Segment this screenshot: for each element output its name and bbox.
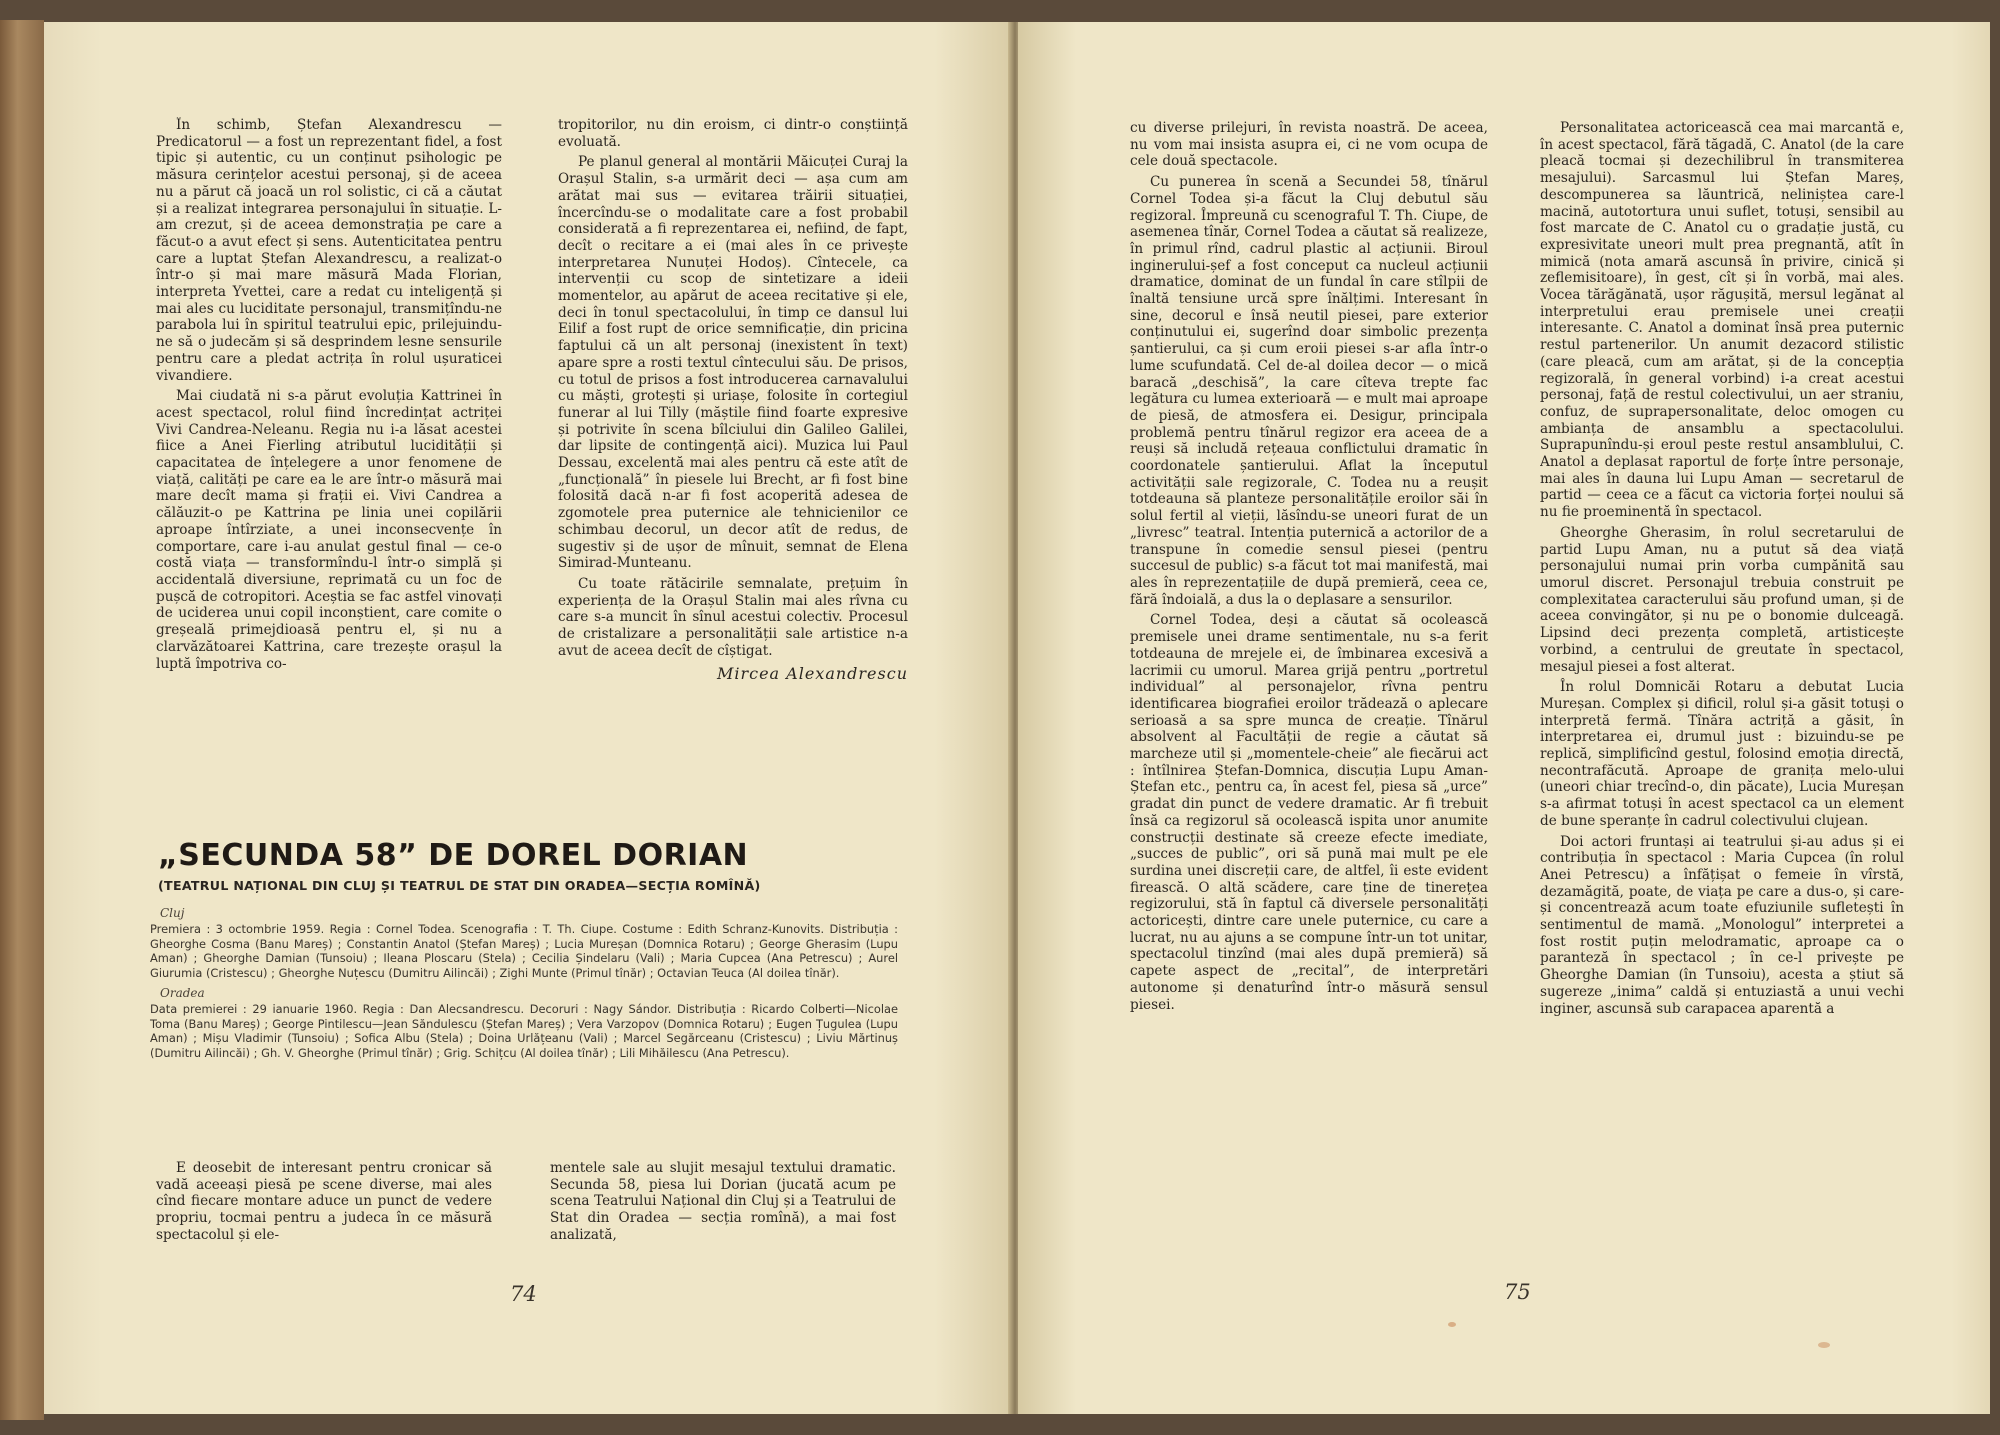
page-number: 74 [510,1282,537,1306]
paragraph: Mai ciudată ni s-a părut evoluția Kattrinei în acest spectacol, rolul fiind încredințat actriței Vivi Candrea-Neleanu. Regia nu i-a lăsat acestei fiice a Anei Fierling atributul lucidității și capacitatea de înțelegere a unor fenomene de viață, calități pe care ea le are într-o măsură mai mare decît mama și frații ei. Vivi Candrea a călăuzit-o pe Kattrina pe linia unei copilării aproape întîrziate, a unei inconsecvențe în comportare, care i-au anulat gestul final — ce-o costă viața — transformîndu-l într-o simplă și accidentală diversiune, reprimată cu un foc de pușcă de cotropitori. Aceștia se fac astfel vinovați de uciderea unui copil inconștient, care comite o greșeală primejdioasă pentru el, și nu a clarvăzătoarei Kattrina, care trezește orașul la luptă împotriva co- [156,388,502,672]
paragraph: mentele sale au slujit mesajul textului dramatic. Secunda 58, piesa lui Dorian (jucată acum pe scena Teatrului Național din Cluj și a Teatrului de Stat din Oradea — secția romînă), a mai fost analizată, [550,1160,896,1243]
paragraph: Cornel Todea, deși a căutat să ocolească premisele unei drame sentimentale, nu s-a ferit totdeauna de mrejele ei, de îmbinarea excesivă a lacrimii cu umorul. Marea grijă pentru „portretul individual” al personajelor, rîvna pentru identificarea biografiei eroilor trădează o aplecare serioasă a sa spre munca de creație. Tînărul absolvent al Facultății de regie a căutat să marcheze util și „momentele-cheie” ale fiecărui act : întîlnirea Ștefan-Domnica, discuția Lupu Aman-Ștefan etc., pentru ca, în acest fel, piesa să „urce” gradat din punct de vedere dramatic. Ar fi trebuit însă ca regizorul să ocolească ispita unor anumite construcții destinate să creeze efecte imediate, „succes de public”, ori să pună mai mult pe ele surdina unei discreții care, de altfel, îi este evident firească. O altă scădere, care ține de tinerețea regizorului, stă în faptul că diversele personalități actoricești, dintre care unele puternice, cu care a lucrat, nu au ajuns a se compune într-un tot unitar, spectacolul tinzînd (mai ales după premieră) să capete aspect de „recital”, de interpretări autonome și denaturînd într-o măsură sensul piesei. [1130,612,1488,1013]
city-label: Oradea [160,986,205,1001]
paper-stain [1818,1342,1830,1348]
right-page [1018,22,1990,1414]
paragraph: În rolul Domnicăi Rotaru a debutat Lucia Mureșan. Complex și dificil, rolul și-a găsit totuși o interpretă fermă. Tînăra actriță a găsit, în interpretarea ei, drumul just : bizuindu-se pe replică, simplificînd gestul, folosind emoția directă, necontrafăcută. Aproape de granița melo-ului (uneori chiar trecînd-o, din păcate), Lucia Mureșan s-a afirmat totuși în acest spectacol ca un element de bune speranțe în cadrul colectivului clujean. [1540,679,1904,829]
page-number: 75 [1504,1280,1531,1304]
paragraph: cu diverse prilejuri, în revista noastră. De aceea, nu vom mai insista asupra ei, ci ne vom ocupa de cele două spectacole. [1130,120,1488,170]
left-bottom-column-2 [550,1160,896,1250]
author-signature: Mircea Alexandrescu [716,663,908,683]
left-bottom-column-1 [156,1160,492,1250]
right-column-2 [1540,120,1904,1270]
paragraph: E deosebit de interesant pentru cronicar să vadă aceeași piesă pe scene diverse, mai ales cînd fiecare montare aduce un punct de vedere propriu, tocmai pentru a judeca în ce măsură spectacolul și ele- [156,1160,492,1243]
paragraph: Doi actori fruntași ai teatrului și-au adus și ei contribuția în spectacol : Maria Cupcea (în rolul Anei Petrescu) a înfățișat o femeie în vîrstă, dezamăgită, poate, de viața pe care a dus-o, și care-și concentrează acum toate efuziunile sufletești în sentimentul de mamă. „Monologul” interpretei a fost rostit puțin melodramatic, aproape ca o paranteză în spectacol ; în ce-l privește pe Gheorghe Damian (în Tunsoiu), acesta a știut să sugereze „inima” caldă și entuziastă a unui vechi inginer, ascunsă sub carapacea aparentă a [1540,833,1904,1017]
paragraph: tropitorilor, nu din eroism, ci dintr-o conștiință evoluată. [558,117,908,150]
right-column-1 [1130,120,1488,1270]
left-column-2 [558,117,908,817]
left-column-1 [156,117,502,817]
paragraph: Personalitatea actoricească cea mai marcantă e, în acest spectacol, fără tăgadă, C. Anatol (de la care pleacă tocmai și dezechilibrul în transmiterea mesajului). Sarcasmul lui Ștefan Mareș, descompunerea sa lăuntrică, neliniștea care-l macină, autotortura unui suflet, totuși, sensibil au fost marcate de C. Anatol cu o gradație justă, cu expresivitate uneori mult prea pregnantă, atît în mimică (nota amară ascunsă în privire, cinică și zeflemisitoare), în gest, cît și în vorbă, mai ales. Vocea tărăgănată, ușor răgușită, mersul legănat al interpretului erau premisele unei creații interesante. C. Anatol a dominat însă prea puternic restul partenerilor. Un anumit dezacord stilistic (care pleacă, cum am arătat, și de la concepția regizorală, în general vorbind) i-a creat acestui personaj, față de restul colectivului, un aer straniu, confuz, de suprapersonalitate, deloc omogen cu ambianța de ansamblu a spectacolului. Suprapunîndu-și eroul peste restul ansamblului, C. Anatol a deplasat raportul de forțe între personaje, mai ales în dauna lui Lupu Aman — secretarul de partid — ceea ce a făcut ca victoria forței noului să nu fie proeminentă în spectacol. [1540,120,1904,521]
paragraph: În schimb, Ștefan Alexandrescu — Predicatorul — a fost un reprezentant fidel, a fost tipic și autentic, cu un conținut psihologic pe măsura cerințelor acestui personaj, și de aceea nu a părut că joacă un rol solistic, ci că a căutat și a realizat integrarea personajului în situație. L-am crezut, și de aceea demonstrația pe care a făcut-o a avut efect și sens. Autenticitatea pentru care a luptat Ștefan Alexandrescu, a realizat-o într-o și mai mare măsură Mada Florian, interpreta Yvettei, care a redat cu inteligență și mai ales cu luciditate personajul, transmițîndu-ne parabola lui în spiritul teatrului epic, prilejuindu-ne să o judecăm și să desprindem lesne sensurile pentru care a pledat actrița în rolul ușuraticei vivandiere. [156,117,502,384]
paragraph: Cu toate rătăcirile semnalate, prețuim în experiența de la Orașul Stalin mai ales rîvna cu care s-a muncit în sînul acestui colectiv. Procesul de cristalizare a personalității sale artistice n-a avut de aceea decît de cîștigat. [558,575,908,659]
paper-stain [1448,1322,1456,1327]
book-binding [0,20,44,1420]
paragraph: Cu punerea în scenă a Secundei 58, tînărul Cornel Todea și-a făcut la Cluj debutul său regizoral. Împreună cu scenograful T. Th. Ciupe, de asemenea tînăr, Cornel Todea a căutat să realizeze, în primul rînd, cadrul plastic al acțiunii. Biroul inginerului-șef a fost conceput ca nucleul acțiunii dramatice, dominat de un fundal în care stîlpii de înaltă tensiune urcă spre înălțimi. Interesant în sine, decorul e însă neutil piesei, pare exterior conținutului ei, sugerînd doar simbolic prezența șantierului, ca și cum eroii piesei s-ar afla într-o lume scufundată. Cel de-al doilea decor — o mică baracă „deschisă”, la care cîteva trepte fac legătura cu lumea exterioară — e mult mai aproape de piesă, de atmosfera ei. Desigur, principala problemă pentru tînărul regizor era aceea de a reuși să includă rețeaua conflictului dramatic în coordonatele șantierului. Aflat la începutul activității sale regizorale, C. Todea nu a reușit totdeauna să planteze personalitățile eroilor săi în solul fertil al vieții, lăsîndu-se uneori furat de un „livresc” teatral. Intenția puternică a actorilor de a transpune în comedie sensul piesei (pentru succesul de public) s-a făcut tot mai manifestă, mai ales în reprezentațiile de după premieră, ceea ce, fără îndoială, a dus la o deplasare a sensurilor. [1130,174,1488,608]
paragraph: Pe planul general al montării Măicuței Curaj la Orașul Stalin, s-a urmărit deci — așa cum am arătat mai sus — evitarea trăirii situației, încercîndu-se o modalitate care a fost probabil considerată a fi reprezentarea ei, nefiind, de fapt, decît o recitare a ei (mai ales în ce privește interpretarea Nunuței Hodoș). Cîntecele, ca intervenții cu scop de sintetizare a ideii momentelor, au apărut de aceea recitative și ele, deci în tonul spectacolului, în timp ce dansul lui Eilif a fost rupt de orice semnificație, din pricina faptului că un alt personaj (inexistent în text) apare spre a rosti textul cîntecului său. De prisos, cu totul de prisos a fost introducerea carnavalului cu măști, grotești și uriașe, folosite în cortegiul funerar al lui Tilly (măștile fiind foarte expresive și potrivite în scena bîlciului din Galileo Galilei, dar lipsite de contingență aici). Muzica lui Paul Dessau, excelentă mai ales pentru că este atît de „funcțională” în piesele lui Brecht, ar fi fost bine folosită dacă n-ar fi fost acoperită adesea de zgomotele prea puternice ale tehnicienilor ce schimbau decorul, un decor atît de redus, de sugestiv și de ușor de mînuit, semnat de Elena Simirad-Munteanu. [558,154,908,572]
credits-text: Premiera : 3 octombrie 1959. Regia : Cornel Todea. Scenografia : T. Th. Ciupe. Costume : Edith Schranz-Kunovits. Distribuția : Gheorghe Cosma (Banu Mareș) ; Constantin Anatol (Ștefan Mareș) ; Lucia Mureșan (Domnica Rotaru) ; George Gherasim (Lupu Aman) ; Gheorghe Damian (Tunsoiu) ; Ileana Ploscaru (Stela) ; Cecilia Șindelaru (Vali) ; Maria Cupcea (Ana Petrescu) ; Aurel Giurumia (Cristescu) ; Gheorghe Nuțescu (Dumitru Ailincăi) ; Zighi Munte (Primul tînăr) ; Octavian Teuca (Al doilea tînăr). [150,922,898,980]
city-label: Cluj [160,906,185,920]
article-title: „SECUNDA 58” DE DOREL DORIAN [158,838,749,873]
paragraph: Gheorghe Gherasim, în rolul secretarului de partid Lupu Aman, nu a putut să dea viață personajului numai prin vorba cumpănită sau umorul discret. Personajul trebuia construit pe complexitatea caracterului său profund uman, și de aceea convingător, și nu pe o bonomie dulceagă. Lipsind deci prezența completă, artisticește vorbind, a centrului de greutate în spectacol, mesajul piesei a fost alterat. [1540,524,1904,675]
production-credits [150,900,898,1060]
article-subtitle: (TEATRUL NAȚIONAL DIN CLUJ ȘI TEATRUL DE STAT DIN ORADEA—SECȚIA ROMÎNĂ) [158,878,761,893]
credits-text: Data premierei : 29 ianuarie 1960. Regia : Dan Alecsandrescu. Decoruri : Nagy Sándor. Distribuția : Ricardo Colberti—Nicolae Toma (Banu Mareș) ; George Pintilescu—Jean Săndulescu (Ștefan Mareș) ; Vera Varzopov (Domnica Rotaru) ; Eugen Țugulea (Lupu Aman) ; Mișu Vladimir (Tunsoiu) ; Sofica Albu (Stela) ; Doina Urlățeanu (Vali) ; Marcel Segărceanu (Cristescu) ; Liviu Mărtinuș (Dumitru Ailincăi) ; Gh. V. Gheorghe (Primul tînăr) ; Grig. Schițcu (Al doilea tînăr) ; Lili Mihăilescu (Ana Petrescu). [150,1002,898,1060]
